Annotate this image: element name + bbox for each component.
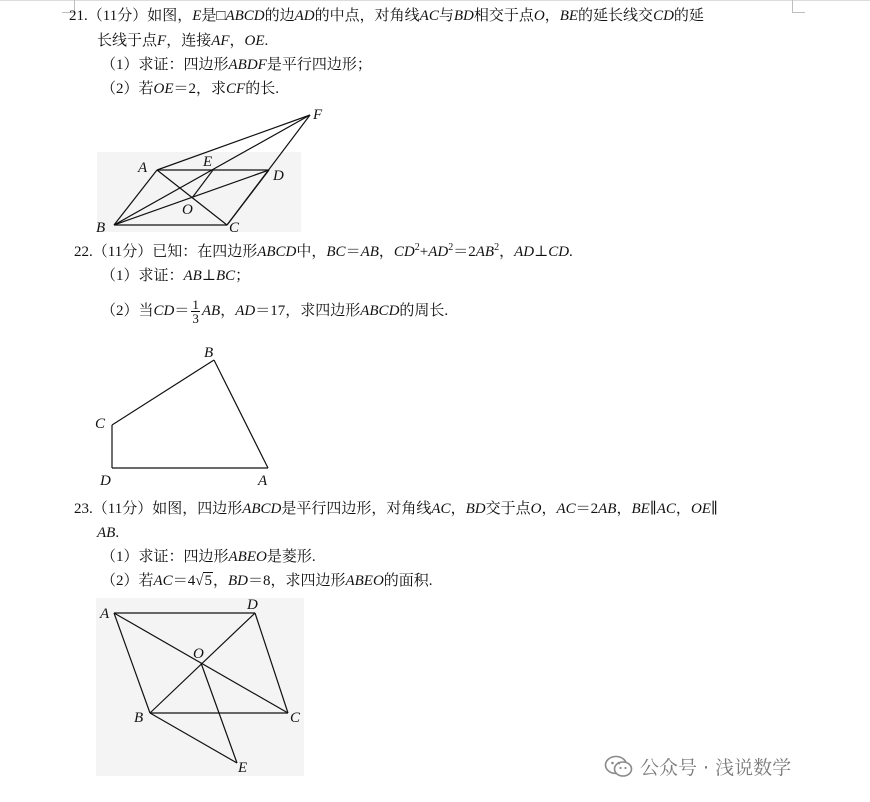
q21-line2: 长线于点F，连接AF，OE.	[97, 33, 269, 49]
fig23-label-A: A	[100, 606, 110, 622]
fig23-label-D: D	[247, 597, 258, 613]
fig22-label-D: D	[100, 473, 111, 489]
figure-23-bg	[96, 598, 304, 776]
segment-CB	[112, 360, 214, 425]
q21-part2: （2）若OE＝2，求CF的长.	[101, 81, 279, 97]
q23-part2: （2）若AC＝4√5，BD＝8，求四边形ABEO的面积.	[101, 573, 433, 589]
fig23-label-C: C	[290, 710, 301, 726]
q22-part1: （1）求证：AB⊥BC；	[101, 268, 251, 284]
fig21-label-B: B	[96, 220, 106, 236]
fraction-one-third: $\frac{1}{3}$	[192, 297, 199, 327]
watermark	[604, 753, 791, 780]
watermark-text: 公众号 · 浅说数学	[640, 757, 792, 779]
q22-part2: （2）当CD＝ $\frac{1}{3}$ AB，AD＝17，求四边形ABCD的周长.	[101, 297, 449, 327]
figure-23	[96, 598, 304, 776]
wechat-icon	[604, 754, 634, 780]
fig21-label-D: D	[273, 168, 284, 184]
q21-part1: （1）求证：四边形ABDF是平行四边形；	[101, 57, 372, 73]
fig23-label-B: B	[134, 710, 144, 726]
fig21-label-O: O	[182, 202, 193, 218]
fig21-label-F: F	[313, 107, 323, 123]
fig21-label-C: C	[229, 220, 240, 236]
fig21-label-A: A	[138, 160, 148, 176]
segment-BA	[214, 360, 268, 468]
q21-line1: 21.（11分）如图，E是□ABCD的边AD的中点，对角线AC与BD相交于点O，BE的延长线交CD的延	[69, 8, 704, 24]
q23-line1: 23.（11分）如图，四边形ABCD是平行四边形，对角线AC，BD交于点O，AC＝2AB，BE∥AC，OE∥	[74, 501, 718, 517]
q22-line1: 22.（11分）已知：在四边形ABCD中，BC＝AB，$CD^2+AD^2=2AB^2$，AD⊥CD.	[74, 242, 573, 260]
q23-line2: AB.	[97, 525, 120, 541]
fig22-label-A: A	[258, 473, 268, 489]
fig22-label-B: B	[204, 345, 214, 361]
fig23-label-E: E	[238, 760, 248, 776]
fig23-label-O: O	[193, 646, 204, 662]
fig22-label-C: C	[95, 416, 106, 432]
fig21-label-E: E	[203, 154, 213, 170]
q23-part1: （1）求证：四边形ABEO是菱形.	[101, 549, 316, 565]
figure-22	[112, 360, 268, 468]
